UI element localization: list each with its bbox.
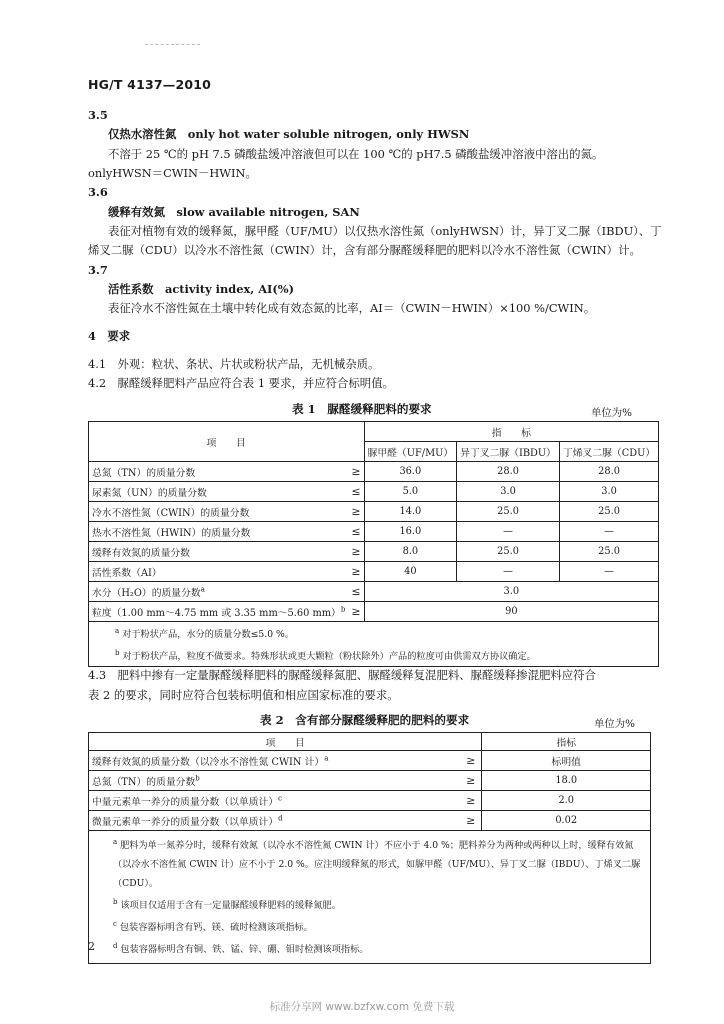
row-value-ibdu: — <box>457 522 560 542</box>
footnote-marker: c <box>278 794 283 803</box>
page-number: 2 <box>88 940 95 953</box>
row-item-text: 总氮（TN）的质量分数 <box>92 776 196 788</box>
table-row <box>89 562 659 582</box>
table-1-col-ibdu: 异丁叉二脲（IBDU） <box>457 442 560 462</box>
row-value-ibdu: 25.0 <box>457 502 560 522</box>
row-item: 尿素氮（UN）的质量分数 <box>89 482 349 502</box>
row-symbol: ≤ <box>348 482 364 502</box>
footnote-marker: a <box>200 585 205 594</box>
footnote-text: 该项目仅适用于含有一定量脲醛缓释肥料的缓释氮肥。 <box>120 900 341 912</box>
row-value-size: 90 <box>364 602 659 622</box>
standard-number: HG/T 4137—2010 <box>88 77 212 92</box>
table-2 <box>88 732 651 964</box>
footnote-marker: a <box>113 838 118 846</box>
row-value-uf: 5.0 <box>364 482 457 502</box>
footnote-text: 包装容器标明含有钙、镁、硫时检测该项指标。 <box>119 922 313 934</box>
row-value-ibdu: 3.0 <box>457 482 560 502</box>
row-symbol: ≤ <box>348 522 364 542</box>
row-value: 18.0 <box>482 771 651 791</box>
section-4-heading: 4 要求 <box>88 329 131 343</box>
row-value-uf: 36.0 <box>364 462 457 482</box>
footnote-marker: b <box>113 898 118 907</box>
table-2-caption: 表 2 含有部分脲醛缓释肥的肥料的要求 <box>260 713 470 727</box>
row-item <box>89 791 461 811</box>
row-item-text: 微量元素单一养分的质量分数（以单质计） <box>92 816 279 828</box>
section-3-5-formula: onlyHWSN＝CWIN－HWIN。 <box>88 166 257 180</box>
section-3-7-term: 活性系数 activity index, AI(%) <box>108 282 294 296</box>
row-value-cdu: 28.0 <box>559 462 658 482</box>
table-row <box>89 811 651 831</box>
footnote-c <box>113 915 644 937</box>
row-item-text: 粒度（1.00 mm～4.75 mm 或 3.35 mm～5.60 mm） <box>92 607 341 619</box>
row-item: 冷水不溶性氮（CWIN）的质量分数 <box>89 502 349 522</box>
footnote-text: 对于粉状产品，水分的质量分数≤5.0 %。 <box>122 629 294 641</box>
row-item-text: 水分（H₂O）的质量分数 <box>92 587 201 599</box>
row-symbol: ≥ <box>460 791 482 811</box>
table-2-head-item: 项 目 <box>89 733 482 751</box>
table-1-head-item: 项 目 <box>89 422 365 462</box>
row-value-cdu: — <box>559 562 658 582</box>
table-2-head-index: 指标 <box>482 733 651 751</box>
footnote-text: 肥料为单一氮养分时，缓释有效氮（以冷水不溶性氮 CWIN 计）不应小于 4.0 %；肥料养分为两种或两种以上时，缓释有效氮（以冷水不溶性氮 CWIN 计）应不小于 2.0 %。应注明缓释氮的形式，如脲甲醛（UF/MU）、异丁叉二脲（IBDU）、丁烯叉二脲（CDU）。 <box>113 840 641 890</box>
section-3-7-definition: 表征冷水不溶性氮在土壤中转化成有效态氮的比率，AI＝（CWIN－HWIN）×100 %/CWIN。 <box>108 301 596 315</box>
footnote-marker: b <box>195 774 200 783</box>
section-3-5-definition: 不溶于 25 ℃的 pH 7.5 磷酸盐缓冲溶液但可以在 100 ℃的 pH7.5 磷酸盐缓冲溶液中溶出的氮。 <box>108 147 604 161</box>
row-value-cdu: 25.0 <box>559 502 658 522</box>
table-1 <box>88 421 659 667</box>
row-symbol: ≥ <box>348 502 364 522</box>
row-item <box>89 771 461 791</box>
row-item <box>89 751 461 771</box>
table-row <box>89 791 651 811</box>
table-1-caption: 表 1 脲醛缓释肥料的要求 <box>292 402 432 416</box>
footnote-marker: a <box>324 754 329 763</box>
table-row <box>89 542 659 562</box>
section-3-6-number: 3.6 <box>88 185 108 199</box>
footnote-marker: c <box>113 920 117 929</box>
table-row <box>89 771 651 791</box>
row-value: 2.0 <box>482 791 651 811</box>
section-3-6-definition-line-1: 表征对植物有效的缓释氮，脲甲醛（UF/MU）以仅热水溶性氮（onlyHWSN）计，异丁叉二脲（IBDU）、丁 <box>108 224 662 238</box>
row-value-ibdu: 25.0 <box>457 542 560 562</box>
table-1-footnotes <box>89 622 659 667</box>
section-3-7-number: 3.7 <box>88 263 108 277</box>
footnote-marker: b <box>115 649 120 658</box>
table-row <box>89 522 659 542</box>
row-value-cdu: 25.0 <box>559 542 658 562</box>
row-symbol: ≥ <box>348 562 364 582</box>
row-item-size <box>89 602 349 622</box>
row-value: 0.02 <box>482 811 651 831</box>
row-value-uf: 8.0 <box>364 542 457 562</box>
row-value-uf: 14.0 <box>364 502 457 522</box>
row-item: 活性系数（AI） <box>89 562 349 582</box>
row-value-ibdu: 28.0 <box>457 462 560 482</box>
row-symbol: ≥ <box>460 811 482 831</box>
row-value-water: 3.0 <box>364 582 659 602</box>
row-item: 缓释有效氮的质量分数 <box>89 542 349 562</box>
table-1-col-uf: 脲甲醛（UF/MU） <box>364 442 457 462</box>
row-symbol: ≥ <box>348 602 364 622</box>
row-item-text: 中量元素单一养分的质量分数（以单质计） <box>92 796 279 808</box>
row-symbol: ≤ <box>348 582 364 602</box>
row-value-uf: 16.0 <box>364 522 457 542</box>
row-value-uf: 40 <box>364 562 457 582</box>
row-item-water <box>89 582 349 602</box>
footnote-a <box>115 622 655 644</box>
footnote-text: 包装容器标明含有铜、铁、锰、锌、硼、钼时检测该项指标。 <box>120 944 369 956</box>
footnote-d <box>113 937 644 959</box>
footnote-marker: b <box>340 605 346 614</box>
footnote-b <box>115 644 655 666</box>
footnote-text: 对于粉状产品，粒度不做要求。特殊形状或更大颗粒（粉状除外）产品的粒度可由供需双方协议确定。 <box>122 651 536 663</box>
table-row <box>89 751 651 771</box>
table-1-head-index: 指 标 <box>364 422 659 442</box>
row-symbol: ≥ <box>460 771 482 791</box>
table-2-unit: 单位为% <box>594 718 636 730</box>
table-row <box>89 482 659 502</box>
row-value-cdu: 3.0 <box>559 482 658 502</box>
section-3-6-term: 缓释有效氮 slow available nitrogen, SAN <box>108 205 360 219</box>
table-row <box>89 502 659 522</box>
table-row <box>89 602 659 622</box>
table-1-unit: 单位为% <box>591 407 633 419</box>
section-3-5-number: 3.5 <box>88 108 108 122</box>
row-symbol: ≥ <box>348 542 364 562</box>
watermark: 标准分享网 www.bzfxw.com 免费下载 <box>269 1001 455 1013</box>
table-row <box>89 582 659 602</box>
footnote-marker: d <box>113 942 118 951</box>
clause-4-3-line-1: 4.3 肥料中掺有一定量脲醛缓释肥料的脲醛缓释氮肥、脲醛缓释复混肥料、脲醛缓释掺混肥料应符合 <box>88 668 596 682</box>
footnote-marker: d <box>278 814 283 823</box>
row-symbol: ≥ <box>460 751 482 771</box>
clause-4-3-line-2: 表 2 的要求，同时应符合包装标明值和相应国家标准的要求。 <box>88 688 399 702</box>
footnote-b <box>113 893 644 915</box>
row-item: 热水不溶性氮（HWIN）的质量分数 <box>89 522 349 542</box>
table-2-footnotes <box>89 831 651 964</box>
row-item-text: 缓释有效氮的质量分数（以冷水不溶性氮 CWIN 计） <box>92 756 325 768</box>
footnote-marker: a <box>115 627 120 635</box>
row-item <box>89 811 461 831</box>
section-3-5-term: 仅热水溶性氮 only hot water soluble nitrogen, only HWSN <box>108 127 470 141</box>
row-value-ibdu: — <box>457 562 560 582</box>
section-3-6-definition-line-2: 烯叉二脲（CDU）以冷水不溶性氮（CWIN）计，含有部分脲醛缓释肥的肥料以冷水不溶性氮（CWIN）计。 <box>88 243 641 257</box>
footnote-a <box>113 833 644 893</box>
row-value: 标明值 <box>482 751 651 771</box>
clause-4-2: 4.2 脲醛缓释肥料产品应符合表 1 要求，并应符合标明值。 <box>88 376 394 390</box>
table-1-col-cdu: 丁烯叉二脲（CDU） <box>559 442 658 462</box>
clause-4-1: 4.1 外观：粒状、条状、片状或粉状产品，无机械杂质。 <box>88 357 380 371</box>
table-row <box>89 462 659 482</box>
scan-artifact-line <box>145 44 200 45</box>
row-value-cdu: — <box>559 522 658 542</box>
row-symbol: ≥ <box>348 462 364 482</box>
row-item: 总氮（TN）的质量分数 <box>89 462 349 482</box>
